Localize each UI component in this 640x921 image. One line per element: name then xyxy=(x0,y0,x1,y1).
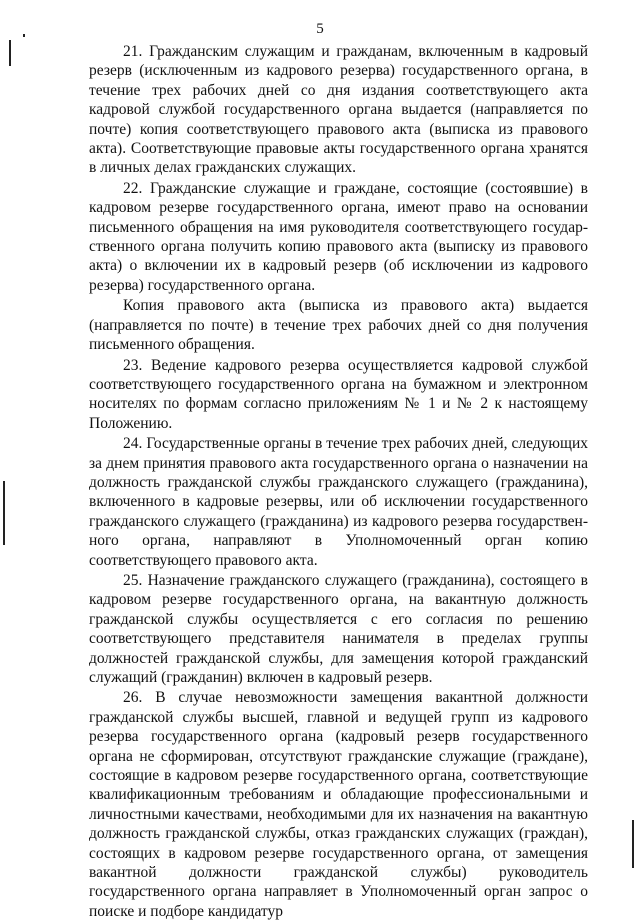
scan-margin-mark xyxy=(632,820,634,868)
paragraph-23: 23. Ведение кадрового резерва осуществляется кадровой службой соответствующего государственного органа на бумажном и электронном носителях по формам согласно приложениям № 1 и № 2 к настоящему Положению. xyxy=(89,356,588,432)
paragraph-24: 24. Государственные органы в течение трех рабочих дней, следующих за днем принятия правового акта государственного органа о назначении на должность гражданской службы гражданского служащего (гражданина), включенного в кадровые резервы, или об исключении государственного гражданского служащего (гражданина) из кадрового резерва государственного органа, направляют в Уполномоченный орган копию соответствующего правового акта. xyxy=(89,435,588,569)
scan-margin-mark xyxy=(3,481,5,545)
scan-margin-mark xyxy=(23,34,25,37)
paragraph-22: 22. Гражданские служащие и граждане, состоящие (состоявшие) в кадровом резерве государственного органа, имеют право на основании письменного обращения на имя руководителя соответствующего государственного органа получить копию правового акта (выписку из правового акта) о включении их в кадровый резерв (об исключении из кадрового резерва) государственного органа. xyxy=(89,179,588,294)
page-number: 5 xyxy=(316,21,324,37)
scan-margin-mark xyxy=(9,40,11,66)
document-body xyxy=(89,42,588,921)
paragraph-26: 26. В случае невозможности замещения вакантной должности гражданской службы высшей, главной и ведущей групп из кадрового резерва государственного органа (кадровый резерв государственного органа не сформирован, отсутствуют гражданские служащие (граждане), состоящие в кадровом резерве государственного органа, соответствующие квалификационным требованиям и обладающие профессиональными и личностными качествами, необходимыми для их назначения на вакантную должность гражданской службы, отказ гражданских служащих (граждан), состоящих в кадровом резерве государственного органа, от замещения вакантной должности гражданской службы) руководитель государственного органа направляет в Уполномоченный орган запрос о поиске и подборе кандидатур xyxy=(89,689,588,920)
paragraph-25: 25. Назначение гражданского служащего (гражданина), состоящего в кадровом резерве государственного органа, на вакантную должность гражданской службы осуществляется с его согласия по решению соответствующего представителя нанимателя в пределах группы должностей гражданской службы, для замещения которой гражданский служащий (гражданин) включен в кадровый резерв. xyxy=(89,571,588,686)
paragraph-21: 21. Гражданским служащим и гражданам, включенным в кадровый резерв (исключенным из кадрового резерва) государственного органа, в течение трех рабочих дней со дня издания соответствующего акта кадровой службой государственного органа выдается (направляется по почте) копия соответствующего правового акта (выписка из правового акта). Соответствующие правовые акты государственного органа хранятся в личных делах гражданских служащих. xyxy=(89,43,588,177)
paragraph-22-copy: Копия правового акта (выписка из правового акта) выдается (направляется по почте) в течение трех рабочих дней со дня получения письменного обращения. xyxy=(89,297,588,354)
